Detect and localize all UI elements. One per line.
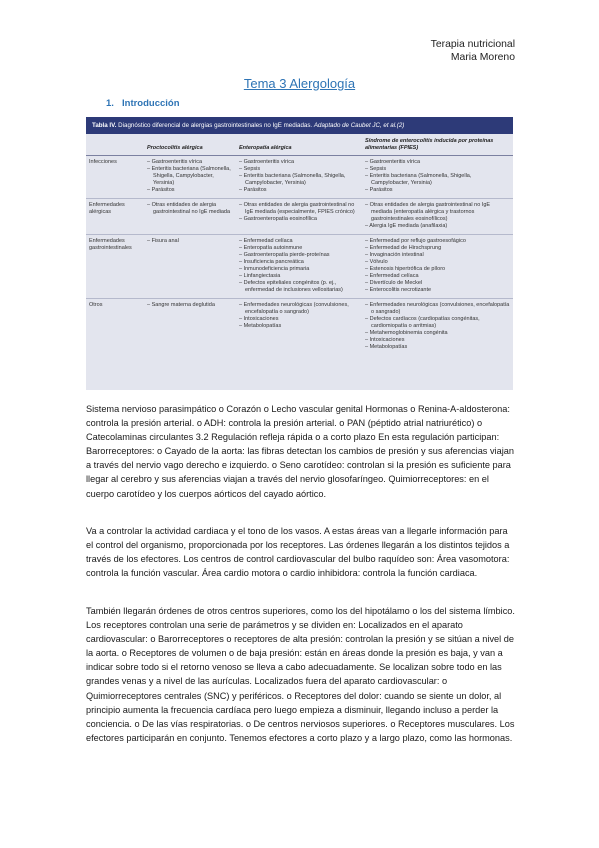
table-cell-item: – Invaginación intestinal bbox=[365, 252, 510, 259]
section-number: 1. bbox=[106, 98, 114, 109]
table-header-cell: Proctocolitis alérgica bbox=[144, 134, 236, 156]
section-title: Introducción bbox=[122, 98, 180, 109]
table-cell-list bbox=[147, 159, 233, 194]
table-header-cell bbox=[86, 134, 144, 156]
section-heading bbox=[106, 98, 180, 109]
table-cell-item: – Gastroenteropatía pierde-proteínas bbox=[239, 252, 359, 259]
table-cell-item: – Enfermedad celíaca bbox=[365, 273, 510, 280]
table-cell-item: – Enfermedad de Hirschsprung bbox=[365, 245, 510, 252]
table-cell bbox=[144, 299, 236, 356]
table-cell-list bbox=[239, 202, 359, 223]
table-cell bbox=[144, 156, 236, 199]
table-cell-item: – Enteropatía autoinmune bbox=[239, 245, 359, 252]
table-cell-item: – Intoxicaciones bbox=[365, 337, 510, 344]
table-cell-item: – Inmunodeficiencia primaria bbox=[239, 266, 359, 273]
paragraph: Sistema nervioso parasimpático o Corazón o Lecho vascular genital Hormonas o Renina-A-aldosterona: controla la presión arterial. o ADH: controla la presión arterial. o PAN (péptido atrial natriurético) o Catecolaminas circulantes 3.2 Regulación refleja rápida o a corto plazo En esta regulación participan: Barorreceptores: o Cayado de la aorta: las fibras detectan los cambios de presión y sus aferencias viajan a través del nervio vago derecho e izquierdo. o Seno carotídeo: controlan si la presión es suficiente para llegar al cerebro y sus aferencias viajan a través del nervio glosofaríngeo. Quimiorreceptores: en el cuerpo carotídeo y los cuerpos aórticos del cayado aórtico. bbox=[86, 404, 514, 499]
table-cell-item: – Metabolopatías bbox=[239, 323, 359, 330]
table-cell bbox=[236, 235, 362, 299]
table-cell bbox=[362, 156, 513, 199]
table-row-label: Enfermedades alérgicas bbox=[86, 199, 144, 235]
table-cell-item: – Enfermedad por reflujo gastroesofágico bbox=[365, 238, 510, 245]
table-row-label: Enfermedades gastrointestinales bbox=[86, 235, 144, 299]
table-cell-item: – Intoxicaciones bbox=[239, 316, 359, 323]
table-cell-item: – Gastroenteritis vírica bbox=[365, 159, 510, 166]
table-cell bbox=[236, 299, 362, 356]
table-cell-list bbox=[239, 159, 359, 194]
table-cell-item: – Insuficiencia pancreática bbox=[239, 259, 359, 266]
table-row bbox=[86, 156, 513, 199]
table-row bbox=[86, 199, 513, 235]
table-caption-label: Tabla IV. bbox=[92, 122, 117, 129]
table-cell-item: – Parásitos bbox=[147, 187, 233, 194]
table-cell-list bbox=[147, 302, 233, 309]
table-cell-item: – Alergia IgE mediada (anafilaxia) bbox=[365, 223, 510, 230]
table-cell-item: – Sepsis bbox=[365, 166, 510, 173]
page-header bbox=[431, 38, 515, 64]
table-cell-item: – Metahemoglobinemia congénita bbox=[365, 330, 510, 337]
table-cell bbox=[144, 235, 236, 299]
table-row bbox=[86, 299, 513, 356]
table-cell-item: – Gastroenteritis vírica bbox=[147, 159, 233, 166]
table-cell-item: – Fisura anal bbox=[147, 238, 233, 245]
paragraph: También llegarán órdenes de otros centros superiores, como los del hipotálamo o los del sistema límbico. Los receptores controlan una serie de parámetros y se dividen en: Localizados en el aparato cardiovascular: o Barorreceptores o receptores de alta presión: controlan la presión y se sitúan a nivel de la aorta. o Receptores de volumen o de baja presión: están en áreas donde la presión es baja, y van a indicar sobre todo si el retorno venoso se lleva a cabo adecuadamente. Se localizan sobre todo en las grandes venas y a nivel de las aurículas. Localizados fuera del aparato cardiovascular: o Quimiorreceptores centrales (SNC) y periféricos. o Receptores del dolor: cuando se siente un dolor, al principio aumenta la frecuencia cardíaca pero luego empieza a disminuir, llegando incluso a perder la conciencia. o De las vías respiratorias. o De centros nerviosos superiores. o Receptores musculares. Los efectores participarán en conjunto. Tenemos efectores a corto plazo y a largo plazo, como las hormonas. bbox=[86, 606, 515, 743]
table-cell-list bbox=[365, 202, 510, 230]
table-header-cell: Enteropatía alérgica bbox=[236, 134, 362, 156]
table-cell-item: – Linfangiectasia bbox=[239, 273, 359, 280]
table-cell-item: – Enfermedad celíaca bbox=[239, 238, 359, 245]
table-cell-item: – Parásitos bbox=[365, 187, 510, 194]
table-cell-item: – Sepsis bbox=[239, 166, 359, 173]
table-cell bbox=[236, 199, 362, 235]
table-cell-item: – Enteritis bacteriana (Salmonella, Shigella, Campylobacter, Yersinia) bbox=[239, 173, 359, 187]
paragraph: Va a controlar la actividad cardiaca y el tono de los vasos. A estas áreas van a llegarle información para el control del organismo, proporcionada por los receptores. Las órdenes llegarán a los distintos tejidos a través de los efectores. Los centros de control cardiovascular del bulbo raquídeo son: Área vasomotora: controla la función vascular. Área cardio motora o cardio inhibidora: controla la función cardiaca. bbox=[86, 526, 510, 579]
table-cell-item: – Defectos cardíacos (cardiopatías congénitas, cardiomiopatía o arritmias) bbox=[365, 316, 510, 330]
table-row-label: Otros bbox=[89, 302, 103, 308]
table-cell-item: – Sangre materna deglutida bbox=[147, 302, 233, 309]
table-cell-item: – Metabolopatías bbox=[365, 344, 510, 351]
table-cell-item: – Enfermedades neurológicas (convulsiones, encefalopatía o sangrado) bbox=[239, 302, 359, 316]
table-cell-item: – Otras entidades de alergia gastrointestinal no IgE mediada bbox=[147, 202, 233, 216]
table-caption-text: Diagnóstico diferencial de alergias gastrointestinales no IgE mediadas. bbox=[118, 122, 313, 129]
table-cell-item: – Parásitos bbox=[239, 187, 359, 194]
table-cell-list bbox=[147, 238, 233, 245]
table-cell bbox=[362, 235, 513, 299]
table-cell-item: – Divertículo de Meckel bbox=[365, 280, 510, 287]
table-cell bbox=[362, 199, 513, 235]
header-subject: Terapia nutricional bbox=[430, 39, 515, 50]
table-cell-item: – Enteritis bacteriana (Salmonella, Shigella, Campylobacter, Yersinia) bbox=[365, 173, 510, 187]
document-title: Tema 3 Alergología bbox=[243, 76, 356, 91]
table-cell-list bbox=[239, 302, 359, 330]
table-cell bbox=[144, 199, 236, 235]
table-header-cell: Síndrome de enterocolitis inducida por proteínas alimentarias (FPIES) bbox=[362, 134, 513, 156]
table-row-label: Infecciones bbox=[86, 156, 144, 199]
table-cell-item: – Vólvulo bbox=[365, 259, 510, 266]
table-caption bbox=[86, 117, 513, 134]
table-cell-item: – Gastroenteropatía eosinofílica bbox=[239, 216, 359, 223]
table-cell-item: – Enfermedades neurológicas (convulsiones, encefalopatía o sangrado) bbox=[365, 302, 510, 316]
table-cell bbox=[362, 299, 513, 356]
table-caption-source: Adaptado de Caubet JC, et al.(2) bbox=[313, 122, 405, 129]
table-cell-item: – Defectos epiteliales congénitos (p. ej., enfermedad de inclusiones vellositarias) bbox=[239, 280, 359, 294]
table-cell bbox=[236, 156, 362, 199]
table-cell-list bbox=[365, 159, 510, 194]
table-cell-item: – Otras entidades de alergia gastrointestinal no IgE mediada (enteropatía alérgica y trastornos gastrointestinales eosinofílicos) bbox=[365, 202, 510, 223]
table-header-row bbox=[86, 134, 513, 156]
table-cell-item: – Otras entidades de alergia gastrointestinal no IgE mediada (especialmente, FPIES crónico) bbox=[239, 202, 359, 216]
header-author: Maria Moreno bbox=[450, 52, 515, 63]
differential-diagnosis-table-figure bbox=[86, 117, 513, 390]
table-cell-list bbox=[147, 202, 233, 216]
table-cell-item: – Estenosis hipertrófica de píloro bbox=[365, 266, 510, 273]
table-cell-list bbox=[365, 302, 510, 351]
table-cell-item: – Enterocolitis necrotizante bbox=[365, 287, 510, 294]
table-row bbox=[86, 235, 513, 299]
table-cell-item: – Enteritis bacteriana (Salmonella, Shigella, Campylobacter, Yersinia) bbox=[147, 166, 233, 187]
table-cell-list bbox=[365, 238, 510, 294]
diagnosis-table bbox=[86, 134, 513, 355]
table-cell-item: – Gastroenteritis vírica bbox=[239, 159, 359, 166]
table-cell-list bbox=[239, 238, 359, 294]
